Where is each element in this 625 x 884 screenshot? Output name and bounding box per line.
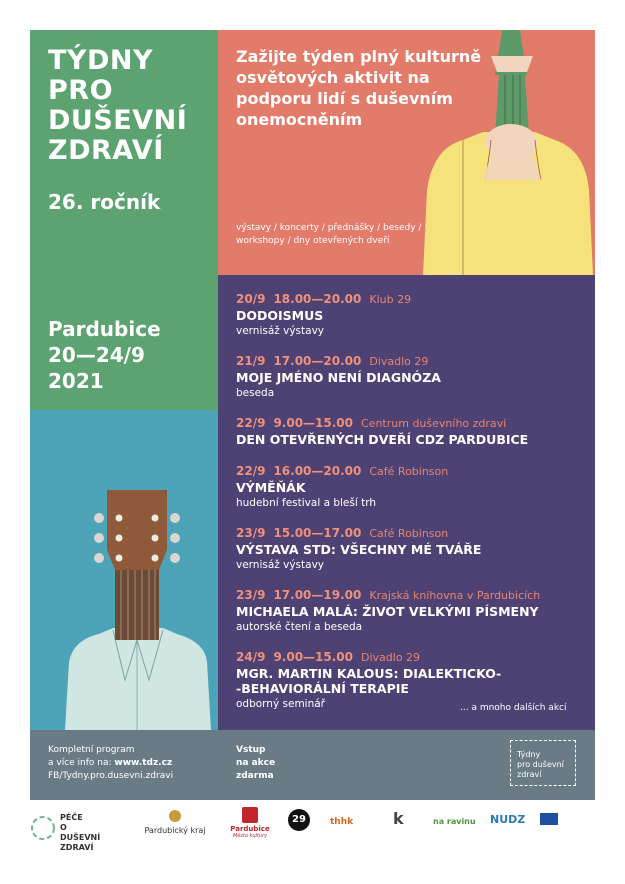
edition-label: 26. ročník <box>48 190 161 214</box>
headline: Zažijte týden plný kulturně osvětových aktivit na podporu lidí s duševním onemocněním <box>236 47 482 129</box>
knihovna-logo: k <box>393 809 404 828</box>
event-date: 20/9 <box>236 292 266 306</box>
event-time: 16.00—20.00 <box>273 464 362 478</box>
entry-line: zdarma <box>236 771 274 781</box>
event-time: 9.00—15.00 <box>273 650 354 664</box>
facebook-link[interactable]: FB/Tydny.pro.dusevni.zdravi <box>48 771 174 781</box>
tdz-logo-line: zdraví <box>517 770 542 779</box>
year: 2021 <box>48 369 104 393</box>
event-date: 21/9 <box>236 354 266 368</box>
event-name: MGR. MARTIN KALOUS: DIALEKTICKO- <box>236 666 502 681</box>
pece-logo-line: O DUŠEVNÍ <box>60 823 101 842</box>
event-name: DEN OTEVŘENÝCH DVEŘÍ CDZ PARDUBICE <box>236 432 529 447</box>
event-item <box>236 588 591 633</box>
naravnu-logo: na ravinu <box>433 817 476 826</box>
event-item <box>236 292 591 337</box>
event-date: 23/9 <box>236 588 266 602</box>
event-time: 17.00—19.00 <box>273 588 362 602</box>
eu-logo <box>540 813 558 825</box>
more-events-note: ... a mnoho dalších akcí <box>460 703 567 713</box>
event-name: MICHAELA MALÁ: ŽIVOT VELKÝMI PÍSMENY <box>236 604 539 619</box>
event-date: 24/9 <box>236 650 266 664</box>
event-desc: hudební festival a bleší trh <box>236 497 377 509</box>
event-item <box>236 650 591 710</box>
logo-text: Pardubice <box>230 825 270 833</box>
tdz-logo-line: pro duševní <box>517 760 564 769</box>
program-line: a více info na: <box>48 758 115 768</box>
event-kinds: výstavy / koncerty / přednášky / besedy / workshopy / dny otevřených dveří <box>236 223 422 246</box>
event-desc: vernisáž výstavy <box>236 559 325 571</box>
entry-line: na akce <box>236 758 276 768</box>
program-info <box>48 744 173 783</box>
tdz-logo <box>510 740 576 786</box>
date-range: 20—24/9 <box>48 343 145 367</box>
event-date: 22/9 <box>236 464 266 478</box>
guitar-figure-illustration <box>55 490 215 730</box>
logo-text: Město kultury <box>232 833 268 839</box>
event-date: 23/9 <box>236 526 266 540</box>
event-name: DODOISMUS <box>236 308 324 323</box>
event-item <box>236 526 591 571</box>
title-line: ZDRAVÍ <box>48 135 164 166</box>
logo-text: Pardubický kraj <box>144 826 206 835</box>
event-time: 15.00—17.00 <box>273 526 362 540</box>
pardubice-logo <box>225 807 275 839</box>
entry-line: Vstup <box>236 745 266 755</box>
city-name: Pardubice <box>48 317 161 341</box>
club29-logo <box>288 809 310 831</box>
event-venue: Café Robinson <box>369 465 449 478</box>
event-time: 18.00—20.00 <box>273 292 362 306</box>
event-venue: Klub 29 <box>369 293 412 306</box>
title-line: PRO <box>48 75 114 106</box>
event-item <box>236 464 591 509</box>
event-desc: beseda <box>236 387 275 399</box>
event-time: 17.00—20.00 <box>273 354 362 368</box>
event-venue: Café Robinson <box>369 527 449 540</box>
event-name: MOJE JMÉNO NENÍ DIAGNÓZA <box>236 370 441 385</box>
pardubicky-kraj-logo <box>140 810 210 835</box>
event-name: -BEHAVIORÁLNÍ TERAPIE <box>236 681 409 696</box>
location-dates <box>48 316 161 394</box>
event-venue: Centrum duševního zdraví <box>361 417 507 430</box>
event-name: VÝMĚŇÁK <box>236 480 306 495</box>
event-desc: odborný seminář <box>236 698 325 710</box>
thhk-logo: thhk <box>330 817 354 827</box>
pece-logo-line: ZDRAVÍ <box>60 843 94 852</box>
title-line: DUŠEVNÍ <box>48 105 188 136</box>
event-time: 9.00—15.00 <box>273 416 354 430</box>
event-desc: vernisáž výstavy <box>236 325 325 337</box>
partner-logos <box>25 809 600 865</box>
website-link[interactable]: www.tdz.cz <box>114 758 173 768</box>
event-desc: autorské čtení a beseda <box>236 621 363 633</box>
event-date: 22/9 <box>236 416 266 430</box>
festival-title <box>48 46 187 166</box>
event-venue: Divadlo 29 <box>361 651 421 664</box>
event-item <box>236 416 591 447</box>
pece-logo-line: PÉČE <box>60 813 83 822</box>
free-entry-note <box>236 744 275 783</box>
event-venue: Divadlo 29 <box>369 355 429 368</box>
title-line: TÝDNY <box>48 45 154 76</box>
program-line: Kompletní program <box>48 745 135 755</box>
tdz-logo-line: Týdny <box>517 750 541 759</box>
event-name: VÝSTAVA STD: VŠECHNY MÉ TVÁŘE <box>236 542 482 557</box>
poster <box>30 30 595 800</box>
logo-text: 29 <box>288 809 310 831</box>
nudz-logo: NUDZ <box>490 813 526 826</box>
event-venue: Krajská knihovna v Pardubicích <box>369 589 541 602</box>
event-item <box>236 354 591 399</box>
